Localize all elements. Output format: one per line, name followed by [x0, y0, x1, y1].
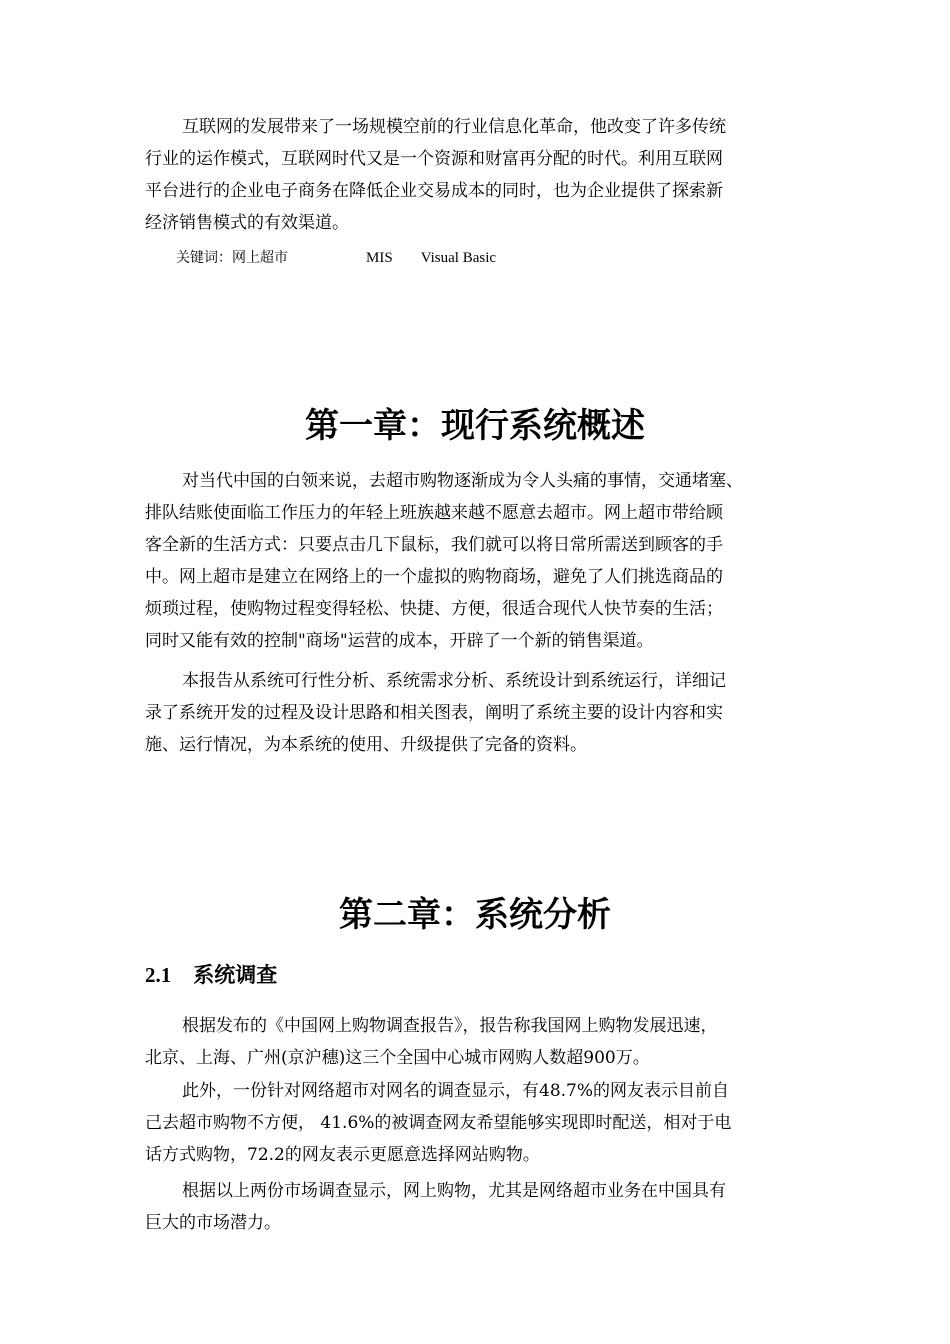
keyword-mis: MIS [366, 250, 393, 266]
chapter1-paragraph2 [145, 665, 810, 761]
abstract-line: 平台进行的企业电子商务在降低企业交易成本的同时，也为企业提供了探索新 [145, 181, 723, 201]
chapter2-paragraph2 [145, 1075, 810, 1171]
paragraph-line: 根据发布的《中国网上购物调查报告》，报告称我国网上购物发展迅速， [182, 1016, 718, 1036]
paragraph-line: 排队结账使面临工作压力的年轻上班族越来越不愿意去超市。网上超市带给顾 [145, 503, 723, 523]
keyword-visual-basic: Visual Basic [420, 250, 497, 266]
chapter1-title: 第一章：现行系统概述 [305, 406, 645, 446]
paragraph-line: 对当代中国的白领来说，去超市购物逐渐成为令人头痛的事情，交通堵塞、 [182, 471, 743, 491]
abstract-line: 行业的运作模式，互联网时代又是一个资源和财富再分配的时代。利用互联网 [145, 149, 723, 169]
abstract-line: 互联网的发展带来了一场规模空前的行业信息化革命，他改变了许多传统 [182, 117, 726, 137]
keywords-line [176, 244, 496, 271]
abstract-paragraph [145, 111, 810, 239]
paragraph-line: 此外，一份针对网络超市对网名的调查显示，有48.7%的网友表示目前自 [182, 1081, 730, 1101]
paragraph-line: 本报告从系统可行性分析、系统需求分析、系统设计到系统运行，详细记 [182, 671, 726, 691]
abstract-line: 经济销售模式的有效渠道。 [145, 213, 349, 233]
paragraph-line: 烦琐过程，使购物过程变得轻松、快捷、方便，很适合现代人快节奏的生活； [145, 599, 723, 619]
paragraph-line: 录了系统开发的过程及设计思路和相关图表，阐明了系统主要的设计内容和实 [145, 703, 723, 723]
paragraph-line: 中。网上超市是建立在网络上的一个虚拟的购物商场，避免了人们挑选商品的 [145, 567, 723, 587]
paragraph-line: 己去超市购物不方便， 41.6%的被调查网友希望能够实现即时配送，相对于电 [145, 1113, 732, 1133]
chapter2-paragraph3 [145, 1175, 810, 1239]
section-title: 系统调查 [193, 963, 278, 987]
paragraph-line: 施、运行情况，为本系统的使用、升级提供了完备的资料。 [145, 735, 587, 755]
paragraph-line: 根据以上两份市场调查显示，网上购物，尤其是网络超市业务在中国具有 [182, 1181, 726, 1201]
chapter2-title: 第二章：系统分析 [339, 895, 611, 935]
keywords-label: 关键词：网上超市 [176, 250, 288, 266]
section-heading [145, 958, 277, 992]
paragraph-line: 同时又能有效的控制"商场"运营的成本，开辟了一个新的销售渠道。 [145, 631, 654, 651]
paragraph-line: 话方式购物，72.2的网友表示更愿意选择网站购物。 [145, 1145, 540, 1165]
chapter1-paragraph1 [145, 465, 810, 657]
paragraph-line: 客全新的生活方式：只要点击几下鼠标，我们就可以将日常所需送到顾客的手 [145, 535, 723, 555]
section-number: 2.1 [145, 963, 172, 987]
paragraph-line: 北京、上海、广州(京沪穗)这三个全国中心城市网购人数超900万。 [145, 1048, 650, 1068]
chapter2-paragraph1 [145, 1010, 810, 1074]
paragraph-line: 巨大的市场潜力。 [145, 1213, 281, 1233]
